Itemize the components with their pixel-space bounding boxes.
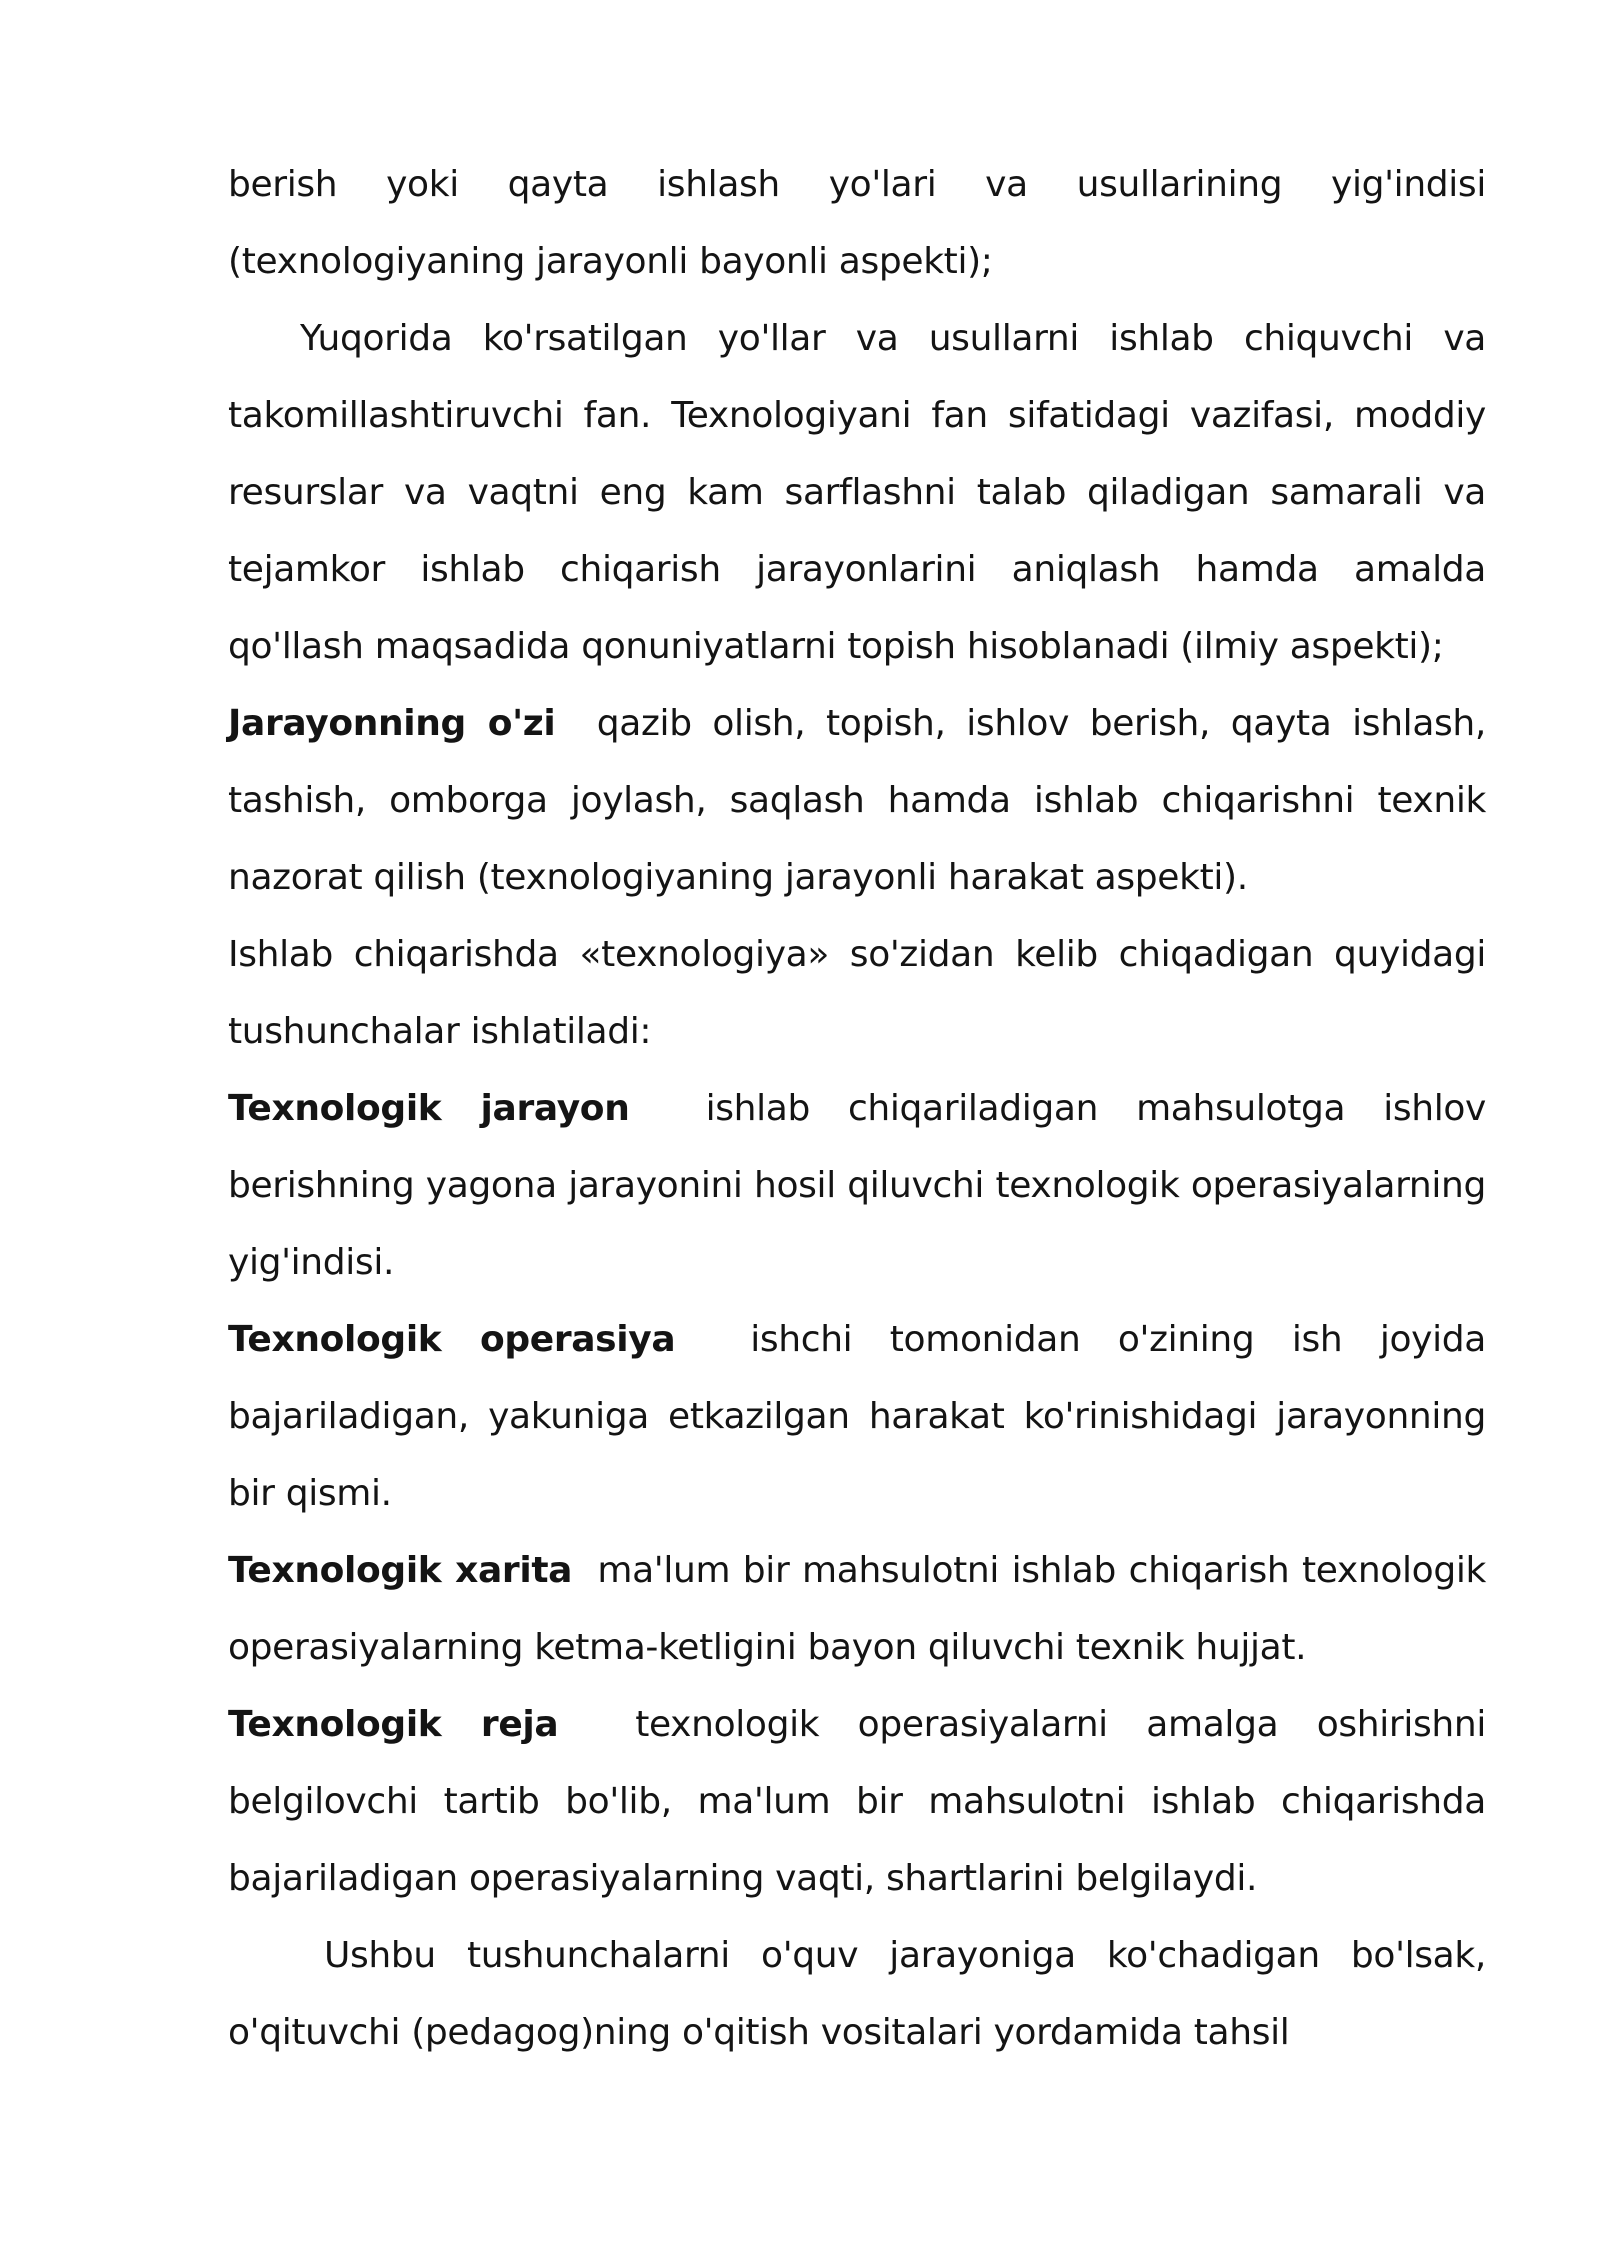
paragraph-text: texnologik operasiyalarni amalga oshirishni belgilovchi tartib bo'lib, ma'lum bir mahsulotni ishlab chiqarishda bajariladigan operasiyalarning vaqti, shartlarini belgilaydi. <box>228 1704 1487 1899</box>
paragraph-text: ma'lum bir mahsulotni ishlab chiqarish texnologik operasiyalarning ketma-ketligini bayon qiluvchi texnik hujjat. <box>228 1550 1487 1668</box>
term-heading: Texnologik xarita <box>228 1550 573 1591</box>
term-heading: Texnologik operasiya <box>228 1319 676 1360</box>
paragraph-process-itself <box>228 685 1486 916</box>
paragraph-concepts-intro <box>228 916 1486 1070</box>
term-heading: Texnologik jarayon <box>228 1088 630 1129</box>
paragraph-text: Ushbu tushunchalarni o'quv jarayoniga ko'chadigan bo'lsak, o'qituvchi (pedagog)ning o'qitish vositalari yordamida tahsil <box>228 1935 1486 2053</box>
paragraph-technological-process <box>228 1070 1486 1301</box>
paragraph-scientific-aspect <box>228 300 1486 685</box>
term-heading: Texnologik reja <box>228 1704 559 1745</box>
paragraph-text: Ishlab chiqarishda «texnologiya» so'zidan kelib chiqadigan quyidagi tushunchalar ishlatiladi: <box>228 934 1486 1052</box>
paragraph-technological-operation <box>228 1301 1486 1532</box>
term-heading: Jarayonning o'zi <box>228 703 556 744</box>
paragraph-technological-map <box>228 1532 1486 1686</box>
paragraph-technology-definition-end <box>228 146 1486 300</box>
paragraph-technological-plan <box>228 1686 1486 1917</box>
paragraph-educational-process <box>228 1917 1486 2071</box>
document-page <box>228 146 1486 2071</box>
paragraph-text: ishchi tomonidan o'zining ish joyida bajariladigan, yakuniga etkazilgan harakat ko'rinishidagi jarayonning bir qismi. <box>228 1319 1486 1514</box>
paragraph-text: Yuqorida ko'rsatilgan yo'llar va usullarni ishlab chiquvchi va takomillashtiruvchi fan. Texnologiyani fan sifatidagi vazifasi, moddiy resurslar va vaqtni eng kam sarflashni talab qiladigan samarali va tejamkor ishlab chiqarish jarayonlarini aniqlash hamda amalda qo'llash maqsadida qonuniyatlarni topish hisoblanadi (ilmiy aspekti); <box>228 318 1486 667</box>
paragraph-text: qazib olish, topish, ishlov berish, qayta ishlash, tashish, omborga joylash, saqlash hamda ishlab chiqarishni texnik nazorat qilish (texnologiyaning jarayonli harakat aspekti). <box>228 703 1486 898</box>
paragraph-text: berish yoki qayta ishlash yo'lari va usullarining yig'indisi (texnologiyaning jarayonli bayonli aspekti); <box>228 164 1486 282</box>
paragraph-text: ishlab chiqariladigan mahsulotga ishlov berishning yagona jarayonini hosil qiluvchi texnologik operasiyalarning yig'indisi. <box>228 1088 1487 1283</box>
